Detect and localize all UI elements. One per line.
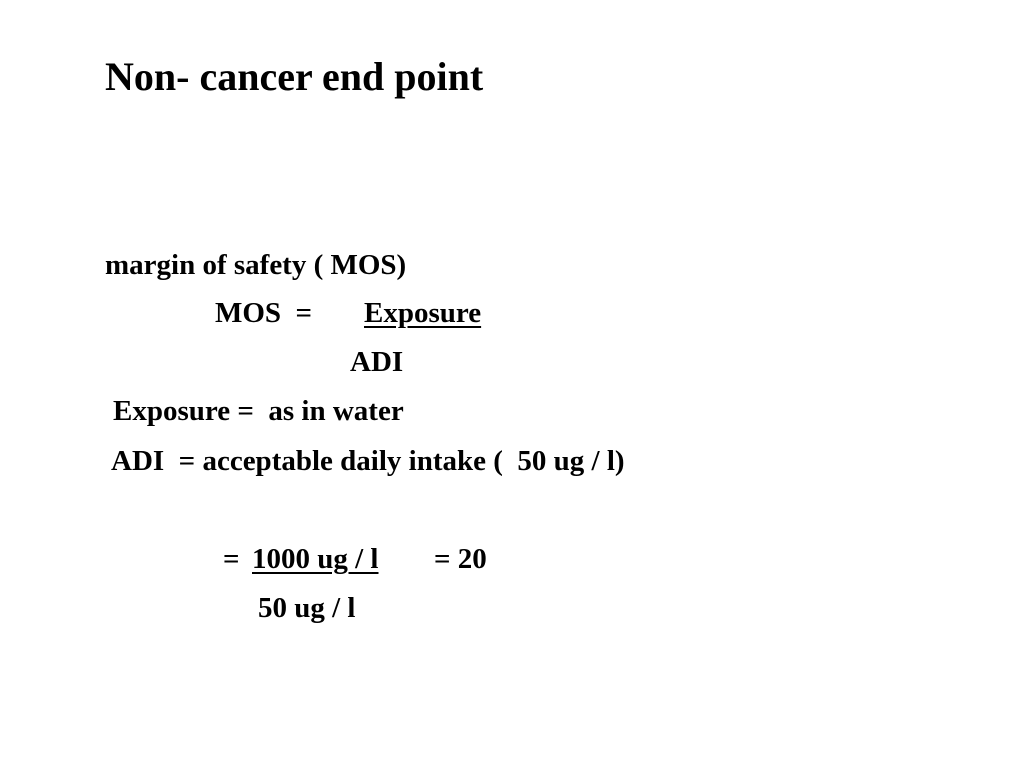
calculation-denominator: 50 ug / l: [258, 592, 356, 624]
mos-formula-denominator: ADI: [350, 346, 404, 378]
calculation-result: = 20: [434, 543, 487, 575]
slide-title: Non- cancer end point: [105, 54, 484, 99]
adi-definition: ADI = acceptable daily intake ( 50 ug / l): [111, 445, 625, 477]
mos-formula-lhs: MOS =: [215, 297, 313, 329]
calculation-numerator: 1000 ug / l: [252, 543, 379, 575]
mos-formula-numerator: Exposure: [364, 297, 482, 329]
exposure-definition: Exposure = as in water: [113, 395, 404, 427]
calculation-prefix: =: [223, 543, 240, 575]
mos-heading: margin of safety ( MOS): [105, 249, 407, 281]
